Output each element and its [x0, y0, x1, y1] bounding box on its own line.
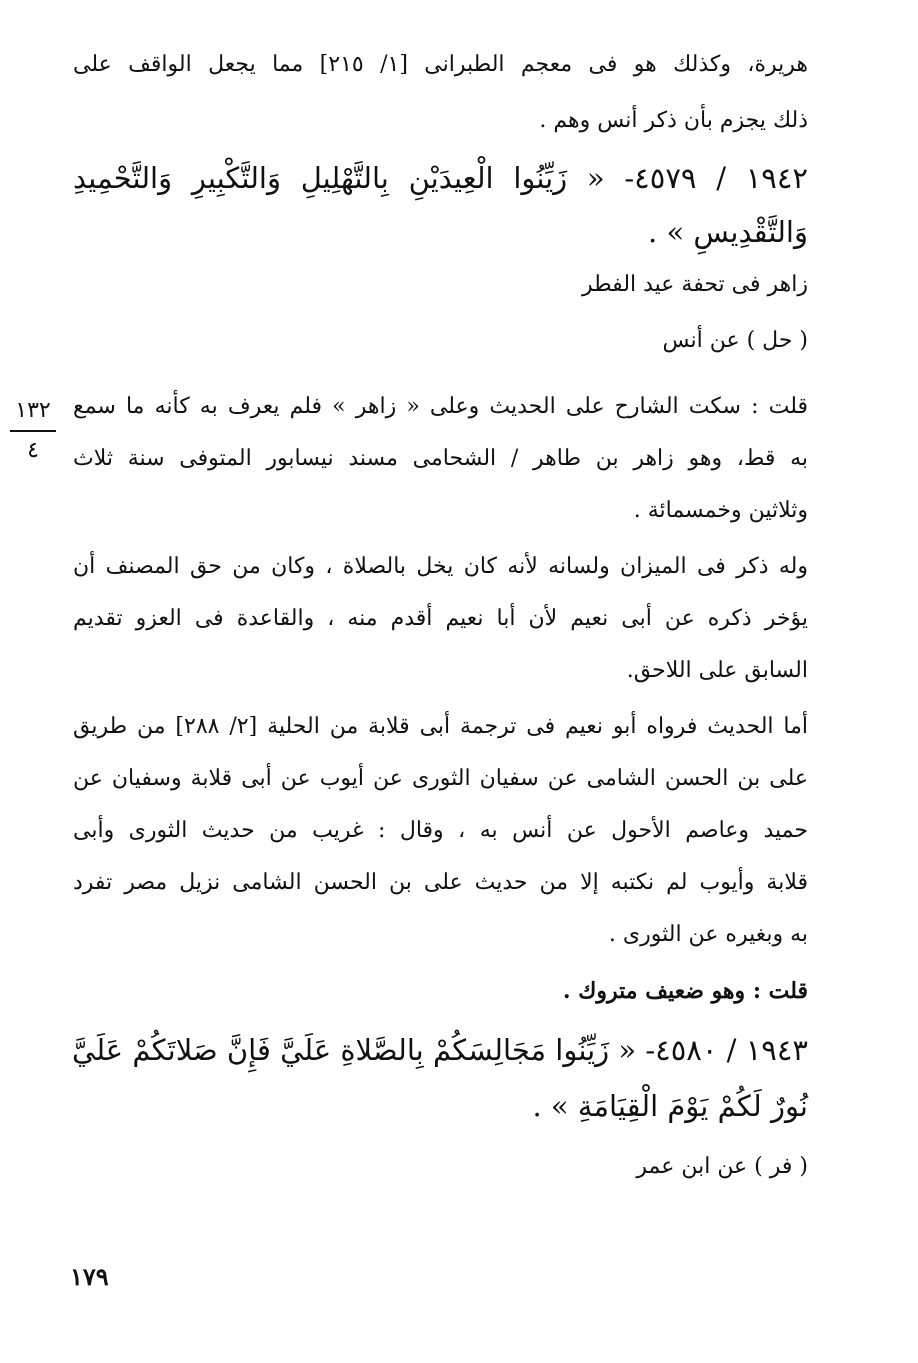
- text-line: حميد وعاصم الأحول عن أنس به ، وقال : غريب من حديث الثورى وأبى: [73, 818, 808, 843]
- text-line: ذلك يجزم بأن ذكر أنس وهم .: [539, 108, 808, 133]
- text-line: قلت : سكت الشارح على الحديث وعلى « زاهر » فلم يعرف به كأنه ما سمع: [73, 394, 808, 419]
- hadith-source: ( فر ) عن ابن عمر: [636, 1154, 808, 1179]
- text-line: قلت : وهو ضعيف متروك .: [562, 978, 808, 1004]
- text-line: أما الحديث فرواه أبو نعيم فى ترجمة أبى قلابة من الحلية [٢/ ٢٨٨] من طريق: [73, 714, 809, 739]
- margin-volume-number: ١٣٢: [15, 398, 51, 423]
- text-line: هريرة، وكذلك هو فى معجم الطبرانى [١/ ٢١٥] مما يجعل الواقف على: [73, 52, 808, 77]
- hadith-1943-line: ١٩٤٣ / ٤٥٨٠- « زَيِّنُوا مَجَالِسَكُمْ بِالصَّلاةِ عَلَيَّ فَإِنَّ صَلاتَكُمْ عَلَيَّ: [72, 1033, 808, 1067]
- hadith-title: زاهر فى تحفة عيد الفطر: [582, 272, 808, 297]
- text-line: قلابة وأيوب لم نكتبه إلا من حديث على بن الحسن الشامى نزيل مصر تفرد: [73, 870, 808, 895]
- text-line: وثلاثين وخمسمائة .: [633, 498, 808, 523]
- text-line: وله ذكر فى الميزان ولسانه لأنه كان يخل بالصلاة ، وكان من حق المصنف أن: [73, 554, 808, 579]
- text-line: به قط، وهو زاهر بن طاهر / الشحامى مسند نيسابور المتوفى سنة ثلاث: [73, 446, 808, 471]
- margin-volume-reference: [8, 396, 58, 466]
- margin-divider: [10, 430, 56, 432]
- margin-part-number: ٤: [27, 438, 39, 463]
- hadith-source: ( حل ) عن أنس: [662, 328, 808, 353]
- text-line: يؤخر ذكره عن أبى نعيم لأن أبا نعيم أقدم منه ، والقاعدة فى العزو تقديم: [73, 606, 808, 631]
- text-line: السابق على اللاحق.: [626, 658, 808, 683]
- hadith-1942-line: ١٩٤٢ / ٤٥٧٩- « زَيِّنُوا الْعِيدَيْنِ بِالتَّهْلِيلِ وَالتَّكْبِيرِ وَالتَّحْمِيدِ: [73, 161, 808, 195]
- hadith-1943-line: نُورٌ لَكُمْ يَوْمَ الْقِيَامَةِ » .: [532, 1089, 808, 1123]
- text-line: به وبغيره عن الثورى .: [608, 922, 808, 947]
- text-line: على بن الحسن الشامى عن سفيان الثورى عن أيوب عن أبى قلابة وسفيان عن: [73, 766, 808, 791]
- hadith-1942-line: وَالتَّقْدِيسِ » .: [648, 215, 808, 249]
- page-number: ١٧٩: [70, 1262, 109, 1291]
